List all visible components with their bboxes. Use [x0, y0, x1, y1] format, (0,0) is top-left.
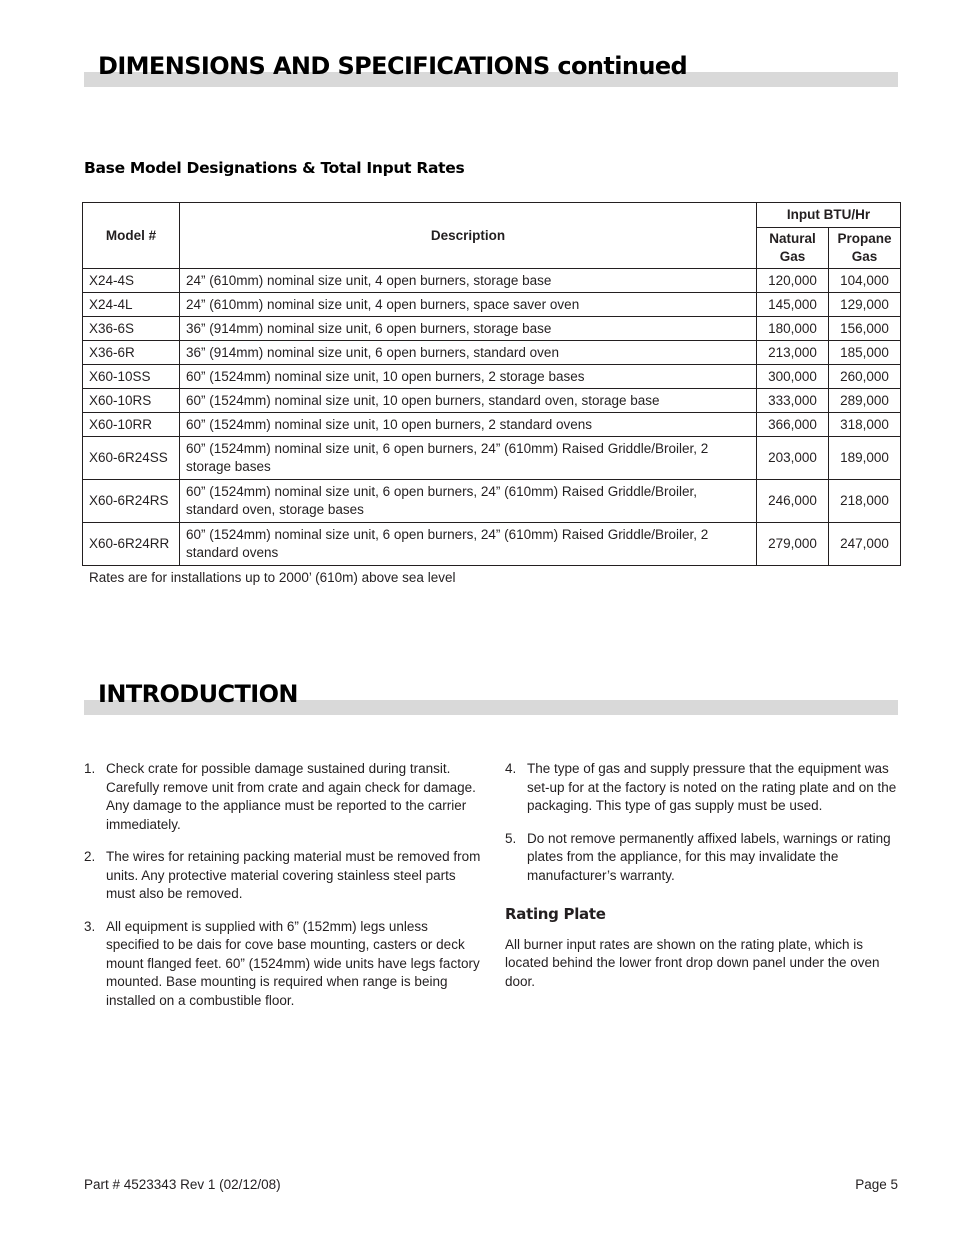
header-description: Description — [180, 203, 757, 269]
cell-model: X60-6R24SS — [83, 437, 180, 480]
cell-model: X60-6R24RR — [83, 523, 180, 566]
cell-model: X60-10SS — [83, 365, 180, 389]
table-row — [83, 317, 901, 341]
list-number: 5. — [505, 830, 517, 846]
list-text: The type of gas and supply pressure that the equipment was set-up for at the factory is noted on the rating plate and on the packaging. This type of gas supply must be used. — [527, 761, 897, 813]
cell-model: X36-6R — [83, 341, 180, 365]
list-text: Check crate for possible damage sustained during transit. Carefully remove unit from crate and again check for damage. Any damage to the appliance must be reported to the carrier immediately. — [106, 761, 476, 832]
cell-description: 36” (914mm) nominal size unit, 6 open burners, standard oven — [180, 341, 757, 365]
cell-description: 24” (610mm) nominal size unit, 4 open burners, space saver oven — [180, 293, 757, 317]
cell-propane: 260,000 — [829, 365, 901, 389]
section-title-dimensions: DIMENSIONS AND SPECIFICATIONS continued — [98, 52, 688, 80]
table-row — [83, 523, 901, 566]
list-number: 2. — [84, 849, 96, 864]
cell-model: X60-6R24RS — [83, 480, 180, 523]
list-item — [505, 830, 897, 886]
cell-natural: 279,000 — [757, 523, 829, 566]
table-footnote: Rates are for installations up to 2000’ (610m) above sea level — [89, 570, 456, 585]
rating-plate-heading: Rating Plate — [505, 905, 606, 923]
header-model: Model # — [83, 203, 180, 269]
cell-propane: 289,000 — [829, 389, 901, 413]
model-rates-table — [82, 202, 901, 566]
cell-model: X24-4L — [83, 293, 180, 317]
table-row — [83, 413, 901, 437]
cell-natural: 213,000 — [757, 341, 829, 365]
intro-left-column — [84, 760, 484, 1024]
cell-natural: 300,000 — [757, 365, 829, 389]
cell-propane: 247,000 — [829, 523, 901, 566]
list-item — [84, 848, 484, 904]
header-input-btu: Input BTU/Hr — [757, 203, 901, 228]
table-row — [83, 480, 901, 523]
cell-propane: 318,000 — [829, 413, 901, 437]
cell-description: 60” (1524mm) nominal size unit, 10 open burners, standard oven, storage base — [180, 389, 757, 413]
cell-propane: 129,000 — [829, 293, 901, 317]
cell-propane: 185,000 — [829, 341, 901, 365]
cell-natural: 333,000 — [757, 389, 829, 413]
table-row — [83, 365, 901, 389]
cell-model: X36-6S — [83, 317, 180, 341]
intro-right-column — [505, 760, 897, 991]
cell-natural: 180,000 — [757, 317, 829, 341]
cell-propane: 156,000 — [829, 317, 901, 341]
section-title-introduction: INTRODUCTION — [98, 680, 298, 708]
header-propane-gas: Propane Gas — [829, 228, 901, 269]
table-row — [83, 293, 901, 317]
cell-description: 60” (1524mm) nominal size unit, 10 open burners, 2 standard ovens — [180, 413, 757, 437]
table-row — [83, 437, 901, 480]
cell-description: 60” (1524mm) nominal size unit, 10 open burners, 2 storage bases — [180, 365, 757, 389]
cell-description: 36” (914mm) nominal size unit, 6 open burners, storage base — [180, 317, 757, 341]
list-number: 4. — [505, 761, 517, 776]
cell-propane: 104,000 — [829, 269, 901, 293]
cell-model: X60-10RS — [83, 389, 180, 413]
cell-propane: 189,000 — [829, 437, 901, 480]
cell-description: 60” (1524mm) nominal size unit, 6 open burners, 24” (610mm) Raised Griddle/Broiler, standard oven, storage bases — [180, 480, 757, 523]
cell-natural: 203,000 — [757, 437, 829, 480]
cell-model: X24-4S — [83, 269, 180, 293]
table-subheading: Base Model Designations & Total Input Rates — [84, 159, 465, 177]
list-text: Do not remove permanently affixed labels, warnings or rating plates from the appliance, for this may invalidate the manufacturer’s warranty. — [527, 830, 891, 883]
table-row — [83, 341, 901, 365]
list-number: 3. — [84, 918, 96, 934]
list-item — [505, 760, 897, 816]
cell-natural: 246,000 — [757, 480, 829, 523]
cell-propane: 218,000 — [829, 480, 901, 523]
footer-part-number: Part # 4523343 Rev 1 (02/12/08) — [84, 1177, 281, 1192]
cell-description: 24” (610mm) nominal size unit, 4 open burners, storage base — [180, 269, 757, 293]
rating-plate-text: All burner input rates are shown on the rating plate, which is located behind the lower front drop down panel under the oven door. — [505, 936, 880, 989]
list-text: The wires for retaining packing material must be removed from units. Any protective material covering stainless steel parts must also be removed. — [106, 849, 481, 901]
footer-page-number: Page 5 — [855, 1177, 898, 1192]
cell-model: X60-10RR — [83, 413, 180, 437]
list-text: All equipment is supplied with 6” (152mm) legs unless specified to be dais for cove base mounting, casters or deck mount flanged feet. 60” (1524mm) wide units have legs factory mounted. Base mounting is required when range is being installed on a combustible floor. — [106, 918, 480, 1008]
cell-description: 60” (1524mm) nominal size unit, 6 open burners, 24” (610mm) Raised Griddle/Broiler, 2 storage bases — [180, 437, 757, 480]
list-item — [84, 760, 484, 834]
cell-natural: 120,000 — [757, 269, 829, 293]
table-row — [83, 389, 901, 413]
cell-natural: 366,000 — [757, 413, 829, 437]
cell-description: 60” (1524mm) nominal size unit, 6 open burners, 24” (610mm) Raised Griddle/Broiler, 2 standard ovens — [180, 523, 757, 566]
cell-natural: 145,000 — [757, 293, 829, 317]
table-row — [83, 269, 901, 293]
list-item — [84, 918, 484, 1011]
list-number: 1. — [84, 761, 96, 776]
header-natural-gas: Natural Gas — [757, 228, 829, 269]
